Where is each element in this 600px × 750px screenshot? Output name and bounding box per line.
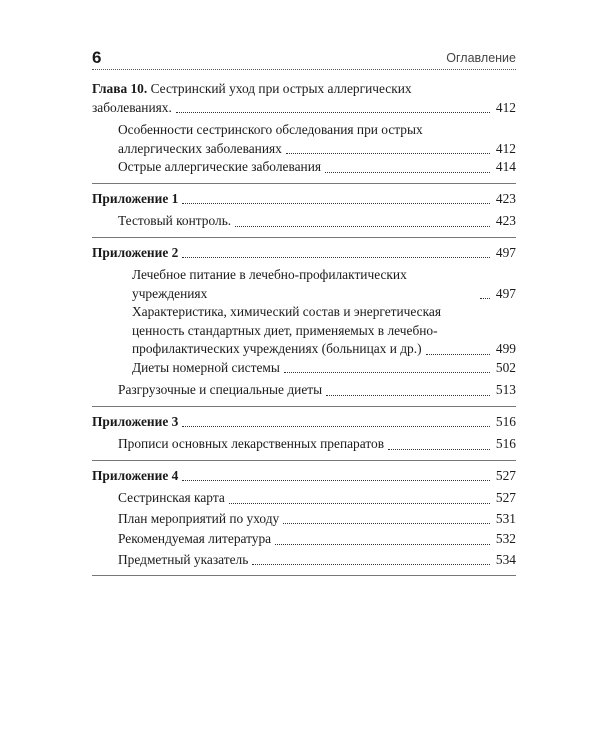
page-ref: 423 (495, 190, 516, 206)
table-of-contents (92, 80, 516, 582)
toc-entry[interactable] (92, 381, 516, 400)
dot-leader (182, 257, 490, 258)
entry-title-line-2: ценность стандартных диет, применяемых в лечебно- (132, 322, 438, 338)
dot-leader (252, 564, 490, 565)
appendix-label: Приложение 2 (92, 244, 179, 260)
toc-entry-appendix-4[interactable] (92, 467, 516, 486)
page-ref: 414 (495, 159, 516, 174)
toc-entry-appendix-3[interactable] (92, 413, 516, 432)
entry-title-line-2: аллергических заболеваниях (118, 140, 282, 156)
entry-title: Диеты номерной системы (132, 359, 280, 375)
entry-title-line-1: Особенности сестринского обследования при острых (118, 122, 423, 137)
entry-title: План мероприятий по уходу (118, 510, 280, 526)
entry-title: Сестринская карта (118, 490, 225, 505)
appendix-label: Приложение 3 (92, 413, 179, 429)
dot-leader (326, 395, 490, 396)
page-ref: 423 (495, 213, 516, 228)
dot-leader (182, 480, 490, 481)
page-ref: 527 (495, 467, 516, 483)
toc-entry[interactable] (92, 530, 516, 549)
toc-entry-appendix-2[interactable] (92, 244, 516, 263)
header-rule (92, 69, 516, 70)
toc-entry[interactable] (92, 489, 516, 508)
toc-entry[interactable] (92, 212, 516, 231)
page-ref: 516 (495, 413, 516, 429)
dot-leader (283, 523, 490, 524)
dot-leader (284, 372, 490, 373)
appendix-label: Приложение 4 (92, 467, 179, 483)
dot-leader (426, 354, 490, 355)
toc-entry[interactable] (92, 158, 516, 177)
page-ref: 499 (495, 341, 516, 356)
entry-title: Тестовый контроль. (118, 213, 232, 228)
toc-entry[interactable] (92, 359, 516, 378)
toc-entry[interactable] (92, 266, 516, 303)
toc-group-appendix-4 (92, 467, 516, 577)
entry-title: Рекомендуемая литература (118, 531, 272, 546)
page-header (92, 46, 516, 70)
chapter-label: Глава 10. (92, 81, 148, 96)
toc-entry[interactable] (92, 551, 516, 570)
entry-title: Разгрузочные и специальные диеты (118, 382, 323, 397)
dot-leader (388, 449, 490, 450)
page-ref: 497 (495, 244, 516, 260)
toc-entry[interactable] (92, 303, 516, 359)
dot-leader (480, 298, 490, 299)
toc-entry-chapter-10[interactable] (92, 80, 516, 117)
dot-leader (235, 226, 490, 227)
appendix-label: Приложение 1 (92, 190, 179, 206)
page-ref: 532 (495, 531, 516, 546)
toc-entry[interactable] (92, 510, 516, 529)
toc-entry[interactable] (92, 435, 516, 454)
running-title: Оглавление (446, 51, 516, 65)
dot-leader (229, 503, 490, 504)
entry-title-line-1: Характеристика, химический состав и энергетическая (132, 304, 442, 319)
page-ref: 502 (495, 359, 516, 375)
page-ref: 412 (495, 99, 516, 115)
toc-group-appendix-3 (92, 413, 516, 461)
entry-title-line-3: профилактических учреждениях (больницах и др.) (132, 341, 422, 356)
page-ref: 516 (495, 436, 516, 451)
page-number: 6 (92, 48, 102, 67)
page-ref: 527 (495, 490, 516, 505)
dot-leader (325, 172, 490, 173)
chapter-title-line-2: заболеваниях. (92, 99, 172, 115)
toc-group-appendix-1 (92, 190, 516, 238)
dot-leader (286, 153, 490, 154)
entry-title: Острые аллергические заболевания (118, 159, 322, 174)
toc-entry[interactable] (92, 121, 516, 158)
toc-group-chapter-10 (92, 80, 516, 184)
toc-group-appendix-2 (92, 244, 516, 407)
page-ref: 497 (495, 285, 516, 301)
chapter-title-line-1: Сестринский уход при острых аллергических (147, 81, 412, 96)
page-ref: 534 (495, 551, 516, 567)
page-ref: 412 (495, 140, 516, 156)
entry-title: Прописи основных лекарственных препаратов (118, 436, 385, 451)
dot-leader (182, 426, 490, 427)
page-ref: 513 (495, 382, 516, 397)
dot-leader (182, 203, 490, 204)
dot-leader (176, 112, 490, 113)
toc-entry-appendix-1[interactable] (92, 190, 516, 209)
entry-title: Предметный указатель (118, 551, 249, 567)
page-ref: 531 (495, 510, 516, 526)
entry-title: Лечебное питание в лечебно-профилактических учреждениях (132, 267, 407, 301)
dot-leader (275, 544, 490, 545)
